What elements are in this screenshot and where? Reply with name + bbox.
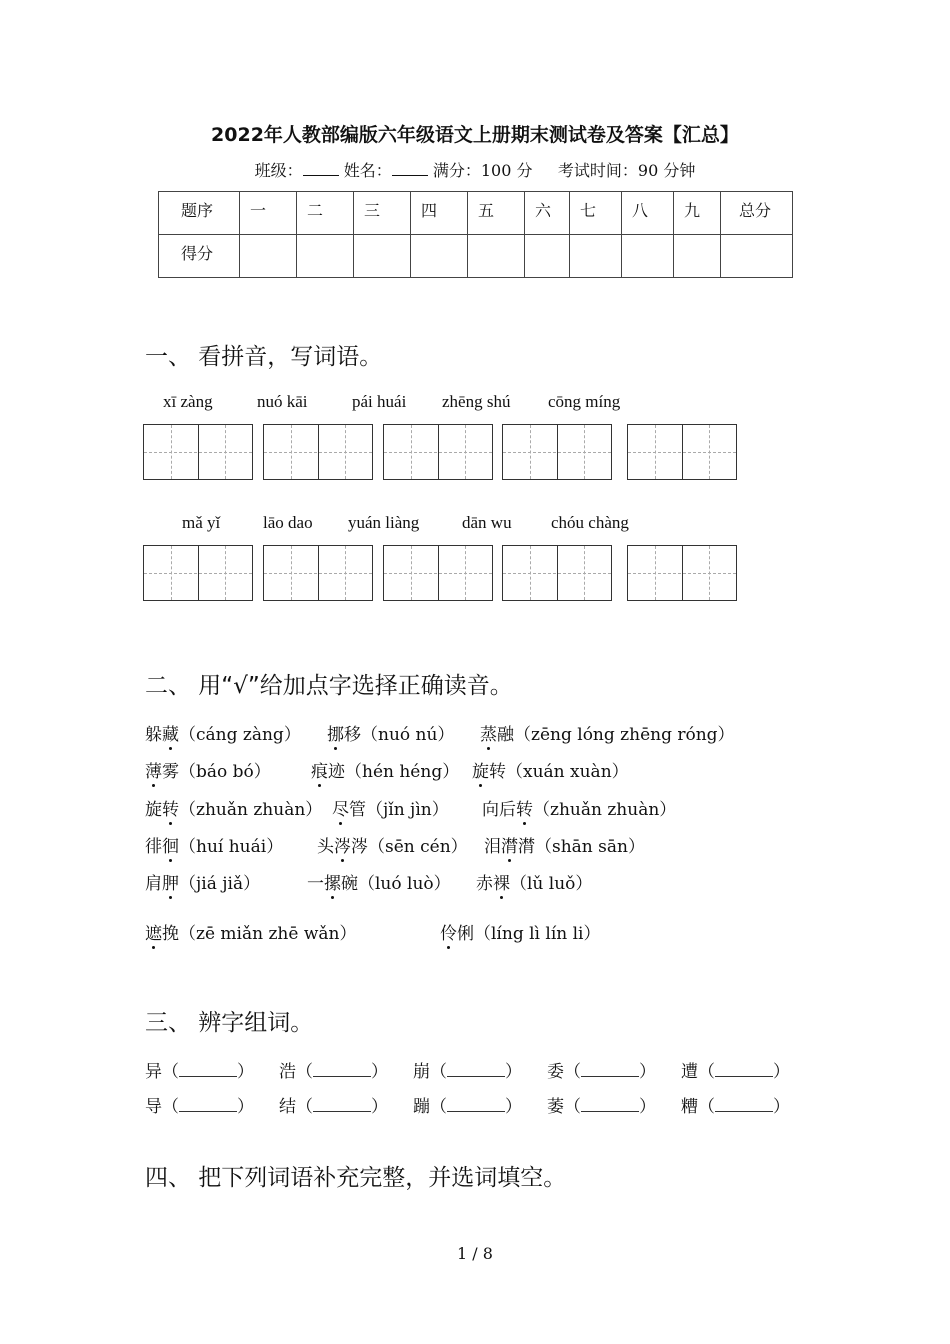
reading-item: [327, 720, 454, 745]
answer-blank[interactable]: [581, 1099, 639, 1112]
score-header-cell: 七: [570, 192, 622, 235]
score-cell[interactable]: [525, 235, 570, 278]
dotted-char: 转: [162, 800, 179, 820]
answer-blank[interactable]: [715, 1099, 773, 1112]
reading-options[interactable]: （báo bó）: [179, 762, 271, 782]
dotted-char: 蒸: [480, 725, 497, 745]
reading-options[interactable]: （zhuǎn zhuàn）: [533, 800, 677, 820]
reading-options[interactable]: （cáng zàng）: [179, 725, 301, 745]
score-cell[interactable]: [622, 235, 674, 278]
writing-grid[interactable]: [263, 545, 373, 601]
score-header-cell: 题序: [159, 192, 240, 235]
reading-options[interactable]: （shān sān）: [535, 837, 645, 857]
reading-options[interactable]: （luó luò）: [358, 874, 451, 894]
reading-options[interactable]: （hén héng）: [345, 762, 460, 782]
pinyin: yuán liàng: [348, 513, 420, 532]
reading-item: [145, 919, 356, 944]
reading-item: [145, 757, 271, 782]
reading-options[interactable]: （xuán xuàn）: [506, 762, 629, 782]
char: 结: [279, 1097, 296, 1117]
dotted-char: 胛: [162, 874, 179, 894]
section-1-heading: 一、 看拼音，写词语。: [145, 344, 383, 370]
reading-options[interactable]: （lǔ luǒ）: [510, 874, 593, 894]
word-part: 潸: [518, 837, 535, 857]
reading-item: [440, 919, 601, 944]
word-part: 徘: [145, 837, 162, 857]
dotted-char: 裸: [493, 874, 510, 894]
reading-item: [145, 720, 301, 745]
reading-options[interactable]: （sēn cén）: [368, 837, 468, 857]
section-2-heading: 二、 用“√”给加点字选择正确读音。: [145, 673, 513, 699]
reading-item: [482, 795, 676, 820]
word-blank-item: 异（ ）: [145, 1062, 254, 1082]
pinyin: cōng míng: [548, 392, 621, 411]
pinyin: nuó kāi: [257, 392, 308, 411]
dotted-char: 摞: [324, 874, 341, 894]
writing-grid[interactable]: [143, 545, 253, 601]
score-header-cell: 五: [468, 192, 525, 235]
score-cell[interactable]: [674, 235, 721, 278]
pinyin: pái huái: [352, 392, 407, 411]
word-part: 泪: [484, 837, 501, 857]
word-part: 肩: [145, 874, 162, 894]
dotted-char: 薄: [145, 762, 162, 782]
word-blank-item: 蹦（ ）: [413, 1097, 522, 1117]
reading-options[interactable]: （líng lì lín li）: [474, 924, 601, 944]
answer-blank[interactable]: [715, 1064, 773, 1077]
word-part: 挽: [162, 924, 179, 944]
score-cell[interactable]: [468, 235, 525, 278]
pinyin: dān wu: [462, 513, 512, 532]
dotted-char: 痕: [311, 762, 328, 782]
char: 蹦: [413, 1097, 430, 1117]
reading-item: [145, 795, 322, 820]
score-row-label: 得分: [159, 235, 240, 278]
reading-item: [307, 869, 451, 894]
score-cell[interactable]: [240, 235, 297, 278]
score-table-header-row: [159, 192, 793, 235]
word-part: 一: [307, 874, 324, 894]
pinyin: mǎ yǐ: [182, 513, 221, 532]
reading-item: [145, 869, 260, 894]
score-cell[interactable]: [721, 235, 793, 278]
word-blank-item: 萎（ ）: [547, 1097, 656, 1117]
reading-item: [480, 720, 735, 745]
full-score: 满分：100 分: [432, 161, 533, 180]
word-part: 迹: [328, 762, 345, 782]
reading-options[interactable]: （jiá jiǎ）: [179, 874, 261, 894]
score-cell[interactable]: [570, 235, 622, 278]
score-header-cell: 总分: [721, 192, 793, 235]
dotted-char: 旋: [472, 762, 489, 782]
answer-blank[interactable]: [179, 1099, 237, 1112]
page-number: 1 / 8: [457, 1244, 493, 1263]
score-table-score-row: [159, 235, 793, 278]
answer-blank[interactable]: [313, 1064, 371, 1077]
pinyin: lāo dao: [263, 513, 313, 532]
word-blank-item: 糟（ ）: [681, 1097, 790, 1117]
reading-options[interactable]: （zhuǎn zhuàn）: [179, 800, 323, 820]
word-part: 涔: [351, 837, 368, 857]
answer-blank[interactable]: [447, 1099, 505, 1112]
writing-grid[interactable]: [627, 424, 737, 480]
word-blank-item: 浩（ ）: [279, 1062, 388, 1082]
score-cell[interactable]: [297, 235, 354, 278]
pinyin: zhēng shú: [442, 392, 511, 411]
class-label: 班级：: [254, 161, 303, 180]
writing-grid[interactable]: [263, 424, 373, 480]
char: 遭: [681, 1062, 698, 1082]
char: 异: [145, 1062, 162, 1082]
dotted-char: 遮: [145, 924, 162, 944]
writing-grid[interactable]: [143, 424, 253, 480]
name-blank[interactable]: [392, 161, 428, 176]
word-part: 移: [344, 725, 361, 745]
reading-options[interactable]: （jǐn jìn）: [366, 800, 449, 820]
reading-options[interactable]: （huí huái）: [179, 837, 284, 857]
word-blank-item: 崩（ ）: [413, 1062, 522, 1082]
word-part: 旋: [145, 800, 162, 820]
word-blank-item: 结（ ）: [279, 1097, 388, 1117]
section-4-heading: 四、 把下列词语补充完整，并选词填空。: [145, 1165, 567, 1191]
class-blank[interactable]: [303, 161, 339, 176]
answer-blank[interactable]: [581, 1064, 639, 1077]
word-blank-item: 委（ ）: [547, 1062, 656, 1082]
word-part: 头: [317, 837, 334, 857]
word-part: 雾: [162, 762, 179, 782]
answer-blank[interactable]: [179, 1064, 237, 1077]
word-blank-item: 导（ ）: [145, 1097, 254, 1117]
pinyin: xī zàng: [163, 392, 213, 411]
reading-options[interactable]: （nuó nú）: [361, 725, 455, 745]
word-part: 转: [489, 762, 506, 782]
writing-grid[interactable]: [502, 424, 612, 480]
score-header-cell: 二: [297, 192, 354, 235]
score-cell[interactable]: [411, 235, 468, 278]
dotted-char: 藏: [162, 725, 179, 745]
score-cell[interactable]: [354, 235, 411, 278]
score-header-cell: 三: [354, 192, 411, 235]
dotted-char: 徊: [162, 837, 179, 857]
writing-grid[interactable]: [383, 545, 493, 601]
answer-blank[interactable]: [447, 1064, 505, 1077]
word-part: 管: [349, 800, 366, 820]
score-header-cell: 六: [525, 192, 570, 235]
reading-item: [476, 869, 592, 894]
char: 萎: [547, 1097, 564, 1117]
char: 导: [145, 1097, 162, 1117]
word-part: 躲: [145, 725, 162, 745]
exam-time: 考试时间：90 分钟: [557, 161, 696, 180]
section-3-heading: 三、 辨字组词。: [145, 1010, 314, 1036]
word-part: 俐: [457, 924, 474, 944]
writing-grid[interactable]: [383, 424, 493, 480]
reading-item: [311, 757, 459, 782]
dotted-char: 挪: [327, 725, 344, 745]
reading-options[interactable]: （zēng lóng zhēng róng）: [514, 725, 735, 745]
score-header-cell: 四: [411, 192, 468, 235]
word-part: 向后: [482, 800, 516, 820]
char: 糟: [681, 1097, 698, 1117]
writing-grid[interactable]: [627, 545, 737, 601]
score-header-cell: 八: [622, 192, 674, 235]
reading-item: [145, 832, 283, 857]
word-blank-item: 遭（ ）: [681, 1062, 790, 1082]
reading-item: [484, 832, 645, 857]
page-title: 2022年人教部编版六年级语文上册期末测试卷及答案【汇总】: [211, 124, 739, 146]
word-part: 融: [497, 725, 514, 745]
reading-item: [472, 757, 629, 782]
word-part: 碗: [341, 874, 358, 894]
dotted-char: 潸: [501, 837, 518, 857]
exam-info-line: [0, 158, 950, 181]
dotted-char: 涔: [334, 837, 351, 857]
reading-options[interactable]: （zē miǎn zhē wǎn）: [179, 924, 357, 944]
dotted-char: 伶: [440, 924, 457, 944]
answer-blank[interactable]: [313, 1099, 371, 1112]
dotted-char: 转: [516, 800, 533, 820]
dotted-char: 尽: [332, 800, 349, 820]
reading-item: [317, 832, 468, 857]
pinyin: chóu chàng: [551, 513, 629, 532]
score-table: [158, 191, 793, 278]
word-part: 赤: [476, 874, 493, 894]
char: 委: [547, 1062, 564, 1082]
score-header-cell: 九: [674, 192, 721, 235]
reading-item: [332, 795, 449, 820]
char: 浩: [279, 1062, 296, 1082]
score-header-cell: 一: [240, 192, 297, 235]
writing-grid[interactable]: [502, 545, 612, 601]
char: 崩: [413, 1062, 430, 1082]
name-label: 姓名：: [343, 161, 392, 180]
